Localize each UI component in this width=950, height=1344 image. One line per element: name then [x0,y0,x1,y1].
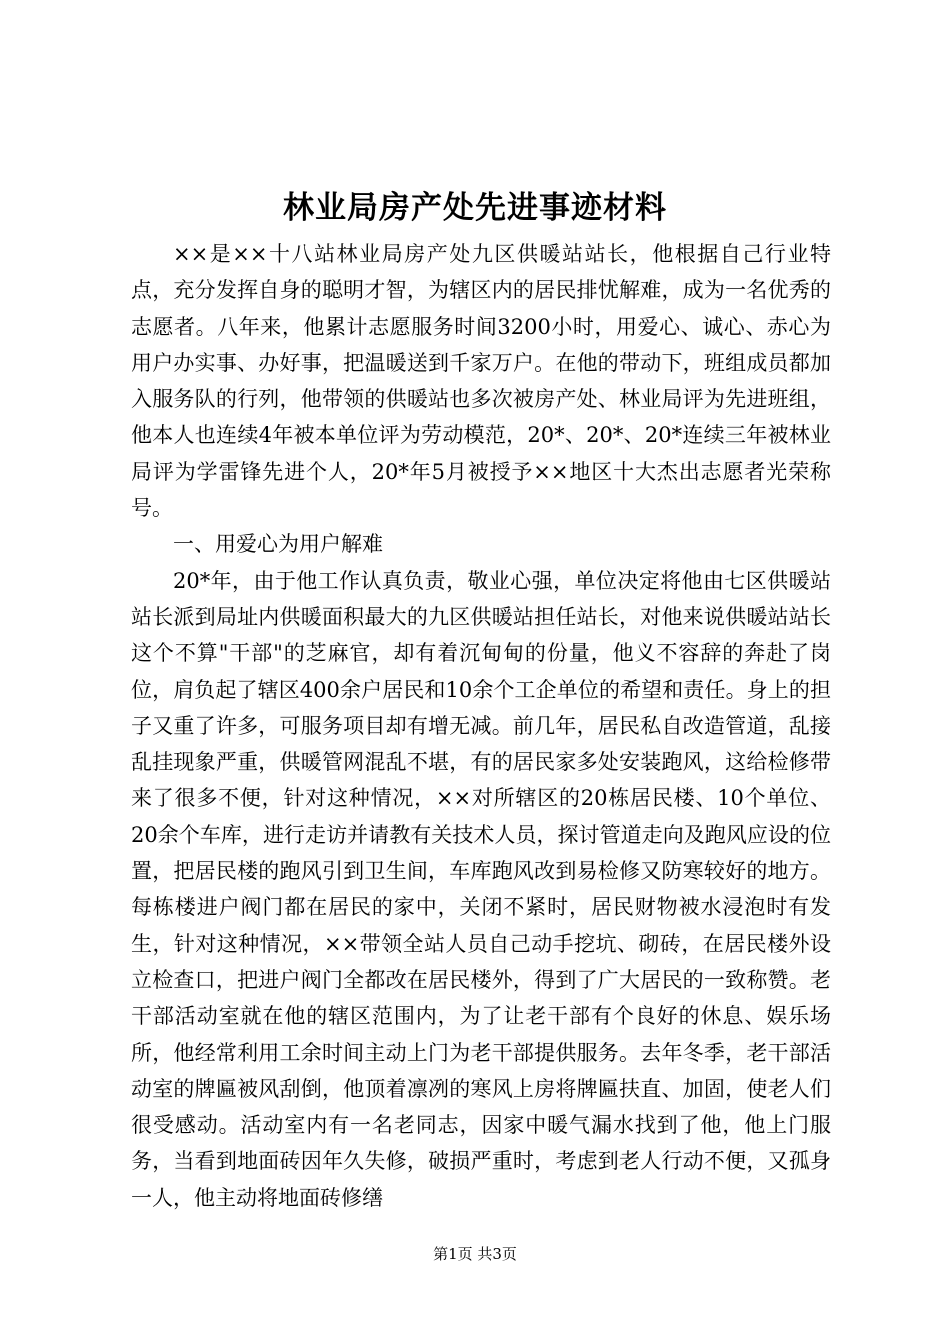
section-heading: 一、用爱心为用户解难 [173,532,383,557]
page-footer: 第1页 共3页 [433,1245,517,1263]
document-body [131,236,831,1216]
document-title: 林业局房产处先进事迹材料 [283,190,667,226]
body-paragraph-section-1: 20*年，由于他工作认真负责，敬业心强，单位决定将他由七区供暖站站长派到局址内供暖面积最大的九区供暖站担任站长，对他来说供暖站站长这个不算"干部"的芝麻官，却有着沉甸甸的份量，他义不容辞的奔赴了岗位，肩负起了辖区400余户居民和10余个工企单位的希望和责任。身上的担子又重了许多，可服务项目却有增无减。前几年，居民私自改造管道，乱接乱挂现象严重，供暖管网混乱不堪，有的居民家多处安装跑风，这给检修带来了很多不便，针对这种情况，××对所辖区的20栋居民楼、10个单位、20余个车库，进行走访并请教有关技术人员，探讨管道走向及跑风应设的位置，把居民楼的跑风引到卫生间，车库跑风改到易检修又防寒较好的地方。每栋楼进户阀门都在居民的家中，关闭不紧时，居民财物被水浸泡时有发生，针对这种情况，××带领全站人员自己动手挖坑、砌砖，在居民楼外设立检查口，把进户阀门全都改在居民楼外，得到了广大居民的一致称赞。老干部活动室就在他的辖区范围内，为了让老干部有个良好的休息、娱乐场所，他经常利用工余时间主动上门为老干部提供服务。去年冬季，老干部活动室的牌匾被风刮倒，他顶着凛冽的寒风上房将牌匾扶直、加固，使老人们很受感动。活动室内有一名老同志，因家中暖气漏水找到了他，他上门服务，当看到地面砖因年久失修，破损严重时，考虑到老人行动不便，又孤身一人，他主动将地面砖修缮 [131,568,831,1210]
body-paragraph-intro: ××是××十八站林业局房产处九区供暖站站长，他根据自己行业特点，充分发挥自身的聪明才智，为辖区内的居民排忧解难，成为一名优秀的志愿者。八年来，他累计志愿服务时间3200小时，用爱心、诚心、赤心为用户办实事、办好事，把温暖送到千家万户。在他的带动下，班组成员都加入服务队的行列，他带领的供暖站也多次被房产处、林业局评为先进班组，他本人也连续4年被本单位评为劳动模范，20*、20*、20*连续三年被林业局评为学雷锋先进个人，20*年5月被授予××地区十大杰出志愿者光荣称号。 [131,242,831,521]
